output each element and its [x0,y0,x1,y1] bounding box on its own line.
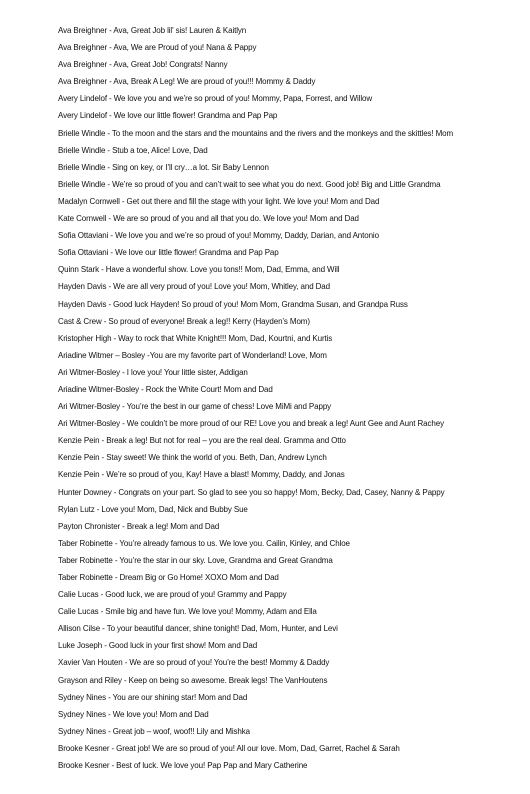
shoutout-line: Ava Breighner - Ava, Great Job lil' sis! Lauren & Kaitlyn [58,25,247,35]
shoutout-line: Ari Witmer-Bosley - You’re the best in our game of chess! Love MiMi and Pappy [58,401,332,412]
shoutout-line: Allison Cilse - To your beautiful dancer, shine tonight! Dad, Mom, Hunter, and Levi [58,623,338,634]
shoutout-line: Ariadine Witmer-Bosley - Rock the White Court! Mom and Dad [58,383,273,394]
shoutout-line: Avery Lindelof - We love you and we’re so proud of you! Mommy, Papa, Forrest, and Willow [58,93,373,104]
shoutout-line: Brielle Windle - Sing on key, or I’ll cry…a lot. Sir Baby Lennon [58,161,269,172]
shoutout-line: Ari Witmer-Bosley - I love you! Your little sister, Addigan [58,366,248,377]
shoutout-line: Cast & Crew - So proud of everyone! Break a leg!! Kerry (Hayden’s Mom) [58,315,310,326]
shoutout-line: Sofia Ottaviani - We love our little flower! Grandma and Pap Pap [58,247,279,258]
shoutout-line: Kenzie Pein - Stay sweet! We think the world of you. Beth, Dan, Andrew Lynch [58,452,327,463]
shoutout-line: Rylan Lutz - Love you! Mom, Dad, Nick and Bubby Sue [58,503,248,514]
shoutout-line: Grayson and Riley - Keep on being so awesome. Break legs! The VanHoutens [58,674,328,685]
shoutout-line: Hunter Downey - Congrats on your part. So glad to see you so happy! Mom, Becky, Dad, Casey, Nanny & Pappy [58,486,445,497]
shoutout-line: Taber Robinette - You’re already famous to us. We love you. Cailin, Kinley, and Chloe [58,537,350,548]
shoutout-line: Brielle Windle - Stub a toe, Alice! Love, Dad [58,144,208,155]
shoutout-line: Sydney Nines - You are our shining star! Mom and Dad [58,691,248,702]
shoutout-line: Payton Chronister - Break a leg! Mom and Dad [58,520,220,531]
shoutout-line: Hayden Davis - Good luck Hayden! So proud of you! Mom Mom, Grandma Susan, and Grandpa Russ [58,298,408,309]
shoutout-line: Xavier Van Houten - We are so proud of you! You’re the best! Mommy & Daddy [58,657,330,668]
shoutout-line: Hayden Davis - We are all very proud of you! Love you! Mom, Whitley, and Dad [58,281,330,292]
shoutout-line: Ava Breighner - Ava, Great Job! Congrats! Nanny [58,59,228,70]
shoutout-line: Sofia Ottaviani - We love you and we’re so proud of you! Mommy, Daddy, Darian, and Antonio [58,230,379,241]
shoutout-line: Quinn Stark - Have a wonderful show. Love you tons!! Mom, Dad, Emma, and Will [58,264,340,275]
shoutout-line: Brooke Kesner - Great job! We are so proud of you! All our love. Mom, Dad, Garret, Rachel & Sarah [58,742,400,753]
shoutout-line: Ari Witmer-Bosley - We couldn’t be more proud of our RE! Love you and break a leg! Aunt Gee and Aunt Rachey [58,418,444,429]
shoutout-line: Avery Lindelof - We love our little flower! Grandma and Pap Pap [58,110,278,121]
shoutout-line: Ava Breighner - Ava, Break A Leg! We are proud of you!!! Mommy & Daddy [58,76,316,87]
shoutout-line: Taber Robinette - Dream Big or Go Home! XOXO Mom and Dad [58,572,279,582]
shoutout-line: Ariadine Witmer – Bosley -You are my favorite part of Wonderland! Love, Mom [58,349,327,360]
shoutout-list [58,22,524,774]
shoutout-line: Brielle Windle - To the moon and the stars and the mountains and the rivers and the monkeys and the skittles! Mom [58,127,454,138]
shoutout-line: Kristopher High - Way to rock that White Knight!!! Mom, Dad, Kourtni, and Kurtis [58,332,333,343]
shoutout-line: Kenzie Pein - Break a leg! But not for real – you are the real deal. Gramma and Otto [58,435,346,446]
shoutout-line: Kate Cornwell - We are so proud of you and all that you do. We love you! Mom and Dad [58,213,359,224]
shoutout-line: Luke Joseph - Good luck in your first show! Mom and Dad [58,640,258,651]
shoutout-line: Kenzie Pein - We’re so proud of you, Kay! Have a blast! Mommy, Daddy, and Jonas [58,469,345,480]
shoutout-line: Brooke Kesner - Best of luck. We love you! Pap Pap and Mary Catherine [58,760,308,771]
shoutout-line: Calie Lucas - Smile big and have fun. We love you! Mommy, Adam and Ella [58,606,317,617]
shoutout-line: Sydney Nines - We love you! Mom and Dad [58,708,209,719]
shoutout-line: Calie Lucas - Good luck, we are proud of you! Grammy and Pappy [58,589,287,600]
shoutout-line: Brielle Windle - We’re so proud of you and can’t wait to see what you do next. Good job! Big and Little Grandma [58,178,441,189]
shoutout-line: Madalyn Cornwell - Get out there and fill the stage with your light. We love you! Mom and Dad [58,195,380,206]
shoutout-line: Sydney Nines - Great job – woof, woof!! Lily and Mishka [58,725,250,736]
shoutout-line: Ava Breighner - Ava, We are Proud of you! Nana & Pappy [58,42,257,53]
shoutout-line: Taber Robinette - You’re the star in our sky. Love, Grandma and Great Grandma [58,554,333,565]
